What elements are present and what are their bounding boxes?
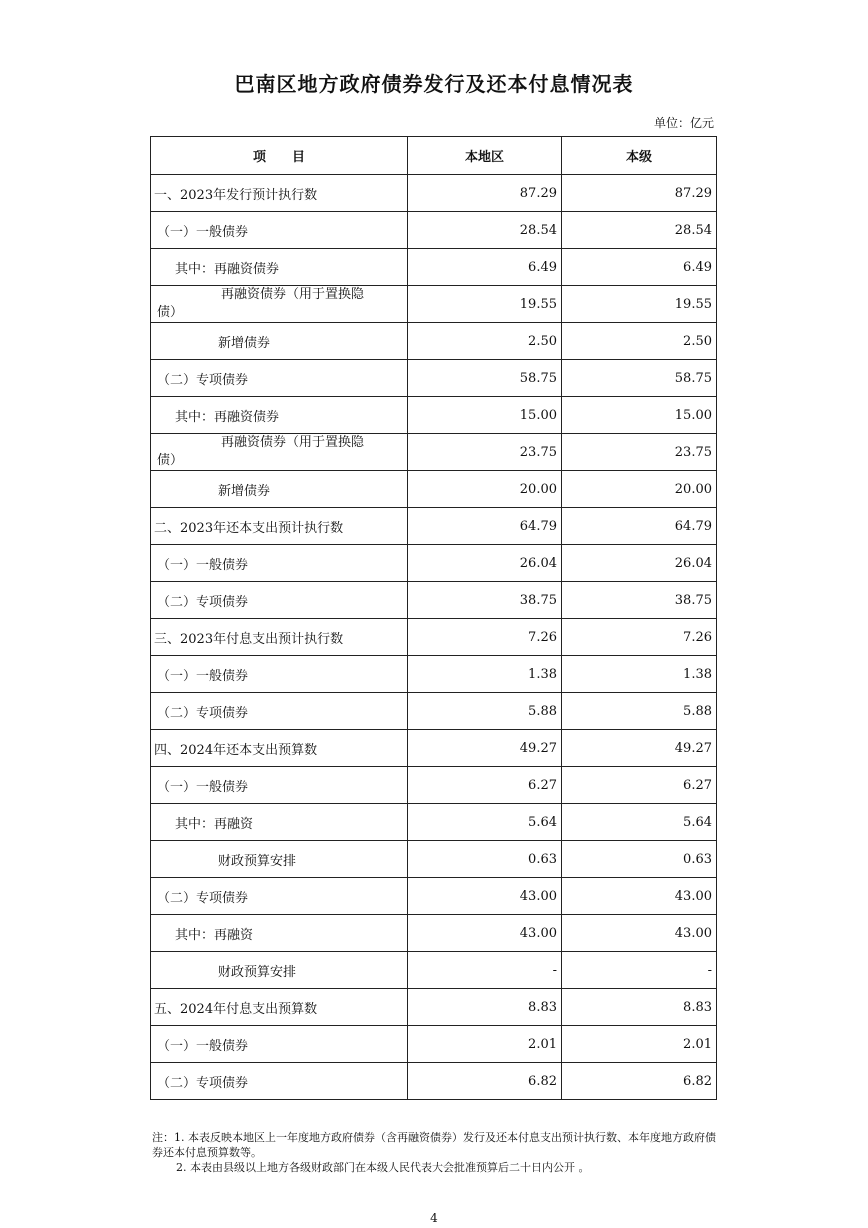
row-label-line2: 债） <box>157 453 184 468</box>
table-row <box>151 212 717 249</box>
row-label-line2: 债） <box>157 305 184 320</box>
row-label: 三、2023年付息支出预计执行数 <box>151 619 408 656</box>
row-level-value: 5.88 <box>562 693 717 730</box>
row-level-value: 58.75 <box>562 360 717 397</box>
table-row <box>151 545 717 582</box>
row-local-value: 20.00 <box>408 471 562 508</box>
bond-table <box>150 136 717 1100</box>
row-level-value: 26.04 <box>562 545 717 582</box>
row-label: 其中：再融资 <box>151 915 408 952</box>
row-level-value: 2.01 <box>562 1026 717 1063</box>
table-row <box>151 915 717 952</box>
table-row <box>151 397 717 434</box>
row-label: 其中：再融资债券 <box>151 249 408 286</box>
row-label: （一）一般债券 <box>151 1026 408 1063</box>
table-row <box>151 1063 717 1100</box>
table-row <box>151 767 717 804</box>
row-level-value: 19.55 <box>562 286 717 323</box>
row-local-value: 7.26 <box>408 619 562 656</box>
row-local-value: 19.55 <box>408 286 562 323</box>
row-local-value: 1.38 <box>408 656 562 693</box>
row-local-value: 64.79 <box>408 508 562 545</box>
table-row <box>151 989 717 1026</box>
table-row <box>151 323 717 360</box>
row-local-value: 5.88 <box>408 693 562 730</box>
page-title: 巴南区地方政府债券发行及还本付息情况表 <box>234 72 634 96</box>
row-level-value: 87.29 <box>562 175 717 212</box>
row-label: 一、2023年发行预计执行数 <box>151 175 408 212</box>
row-level-value: 0.63 <box>562 841 717 878</box>
row-local-value: 2.01 <box>408 1026 562 1063</box>
row-label: （二）专项债券 <box>151 1063 408 1100</box>
row-label: 其中：再融资 <box>151 804 408 841</box>
row-local-value: 6.49 <box>408 249 562 286</box>
table-row <box>151 1026 717 1063</box>
row-label: （二）专项债券 <box>151 693 408 730</box>
row-level-value: 7.26 <box>562 619 717 656</box>
table-row <box>151 360 717 397</box>
row-label-line1: 再融资债券（用于置换隐 <box>221 287 365 302</box>
row-level-value: 1.38 <box>562 656 717 693</box>
row-level-value: - <box>562 952 717 989</box>
row-local-value: 2.50 <box>408 323 562 360</box>
row-level-value: 2.50 <box>562 323 717 360</box>
row-local-value: - <box>408 952 562 989</box>
row-local-value: 6.82 <box>408 1063 562 1100</box>
page-number: 4 <box>430 1211 438 1225</box>
row-level-value: 6.49 <box>562 249 717 286</box>
row-level-value: 28.54 <box>562 212 717 249</box>
row-level-value: 8.83 <box>562 989 717 1026</box>
table-row <box>151 175 717 212</box>
table-row <box>151 434 717 471</box>
table-row <box>151 619 717 656</box>
row-label: 财政预算安排 <box>151 841 408 878</box>
header-local: 本地区 <box>408 137 562 175</box>
row-label: （二）专项债券 <box>151 878 408 915</box>
unit-label: 单位：亿元 <box>653 116 714 130</box>
row-label: （二）专项债券 <box>151 582 408 619</box>
row-local-value: 38.75 <box>408 582 562 619</box>
row-local-value: 0.63 <box>408 841 562 878</box>
row-label <box>151 286 408 323</box>
row-local-value: 43.00 <box>408 915 562 952</box>
row-level-value: 6.82 <box>562 1063 717 1100</box>
row-label: 新增债券 <box>151 323 408 360</box>
row-label: （一）一般债券 <box>151 767 408 804</box>
row-level-value: 15.00 <box>562 397 717 434</box>
row-label: 其中：再融资债券 <box>151 397 408 434</box>
row-local-value: 28.54 <box>408 212 562 249</box>
row-label: （一）一般债券 <box>151 545 408 582</box>
row-label: （二）专项债券 <box>151 360 408 397</box>
row-local-value: 43.00 <box>408 878 562 915</box>
row-level-value: 6.27 <box>562 767 717 804</box>
row-local-value: 6.27 <box>408 767 562 804</box>
row-local-value: 8.83 <box>408 989 562 1026</box>
row-label: 新增债券 <box>151 471 408 508</box>
table-row <box>151 804 717 841</box>
table-row <box>151 730 717 767</box>
table-row <box>151 471 717 508</box>
table-row <box>151 693 717 730</box>
row-label: （一）一般债券 <box>151 656 408 693</box>
table-row <box>151 878 717 915</box>
table-row <box>151 286 717 323</box>
note-1: 注：1. 本表反映本地区上一年度地方政府债券（含再融资债券）发行及还本付息支出预计执行数、本年度地方政府债券还本付息预算数等。 <box>152 1131 716 1159</box>
table-row <box>151 582 717 619</box>
row-label-line1: 再融资债券（用于置换隐 <box>221 435 365 450</box>
header-item: 项 目 <box>151 137 408 175</box>
row-level-value: 20.00 <box>562 471 717 508</box>
row-label <box>151 434 408 471</box>
table-header-row <box>151 137 717 175</box>
row-level-value: 43.00 <box>562 878 717 915</box>
note-2: 2. 本表由县级以上地方各级财政部门在本级人民代表大会批准预算后二十日内公开 。 <box>176 1161 590 1174</box>
table-row <box>151 952 717 989</box>
table-row <box>151 508 717 545</box>
row-local-value: 5.64 <box>408 804 562 841</box>
row-label: （一）一般债券 <box>151 212 408 249</box>
row-local-value: 23.75 <box>408 434 562 471</box>
row-local-value: 58.75 <box>408 360 562 397</box>
row-label: 二、2023年还本支出预计执行数 <box>151 508 408 545</box>
table-row <box>151 249 717 286</box>
row-level-value: 23.75 <box>562 434 717 471</box>
row-local-value: 87.29 <box>408 175 562 212</box>
row-level-value: 43.00 <box>562 915 717 952</box>
row-label: 四、2024年还本支出预算数 <box>151 730 408 767</box>
row-level-value: 5.64 <box>562 804 717 841</box>
header-level: 本级 <box>562 137 717 175</box>
row-local-value: 49.27 <box>408 730 562 767</box>
table-row <box>151 656 717 693</box>
row-level-value: 64.79 <box>562 508 717 545</box>
row-local-value: 26.04 <box>408 545 562 582</box>
notes <box>152 1130 718 1175</box>
row-label: 五、2024年付息支出预算数 <box>151 989 408 1026</box>
row-level-value: 49.27 <box>562 730 717 767</box>
row-level-value: 38.75 <box>562 582 717 619</box>
row-local-value: 15.00 <box>408 397 562 434</box>
row-label: 财政预算安排 <box>151 952 408 989</box>
table-row <box>151 841 717 878</box>
